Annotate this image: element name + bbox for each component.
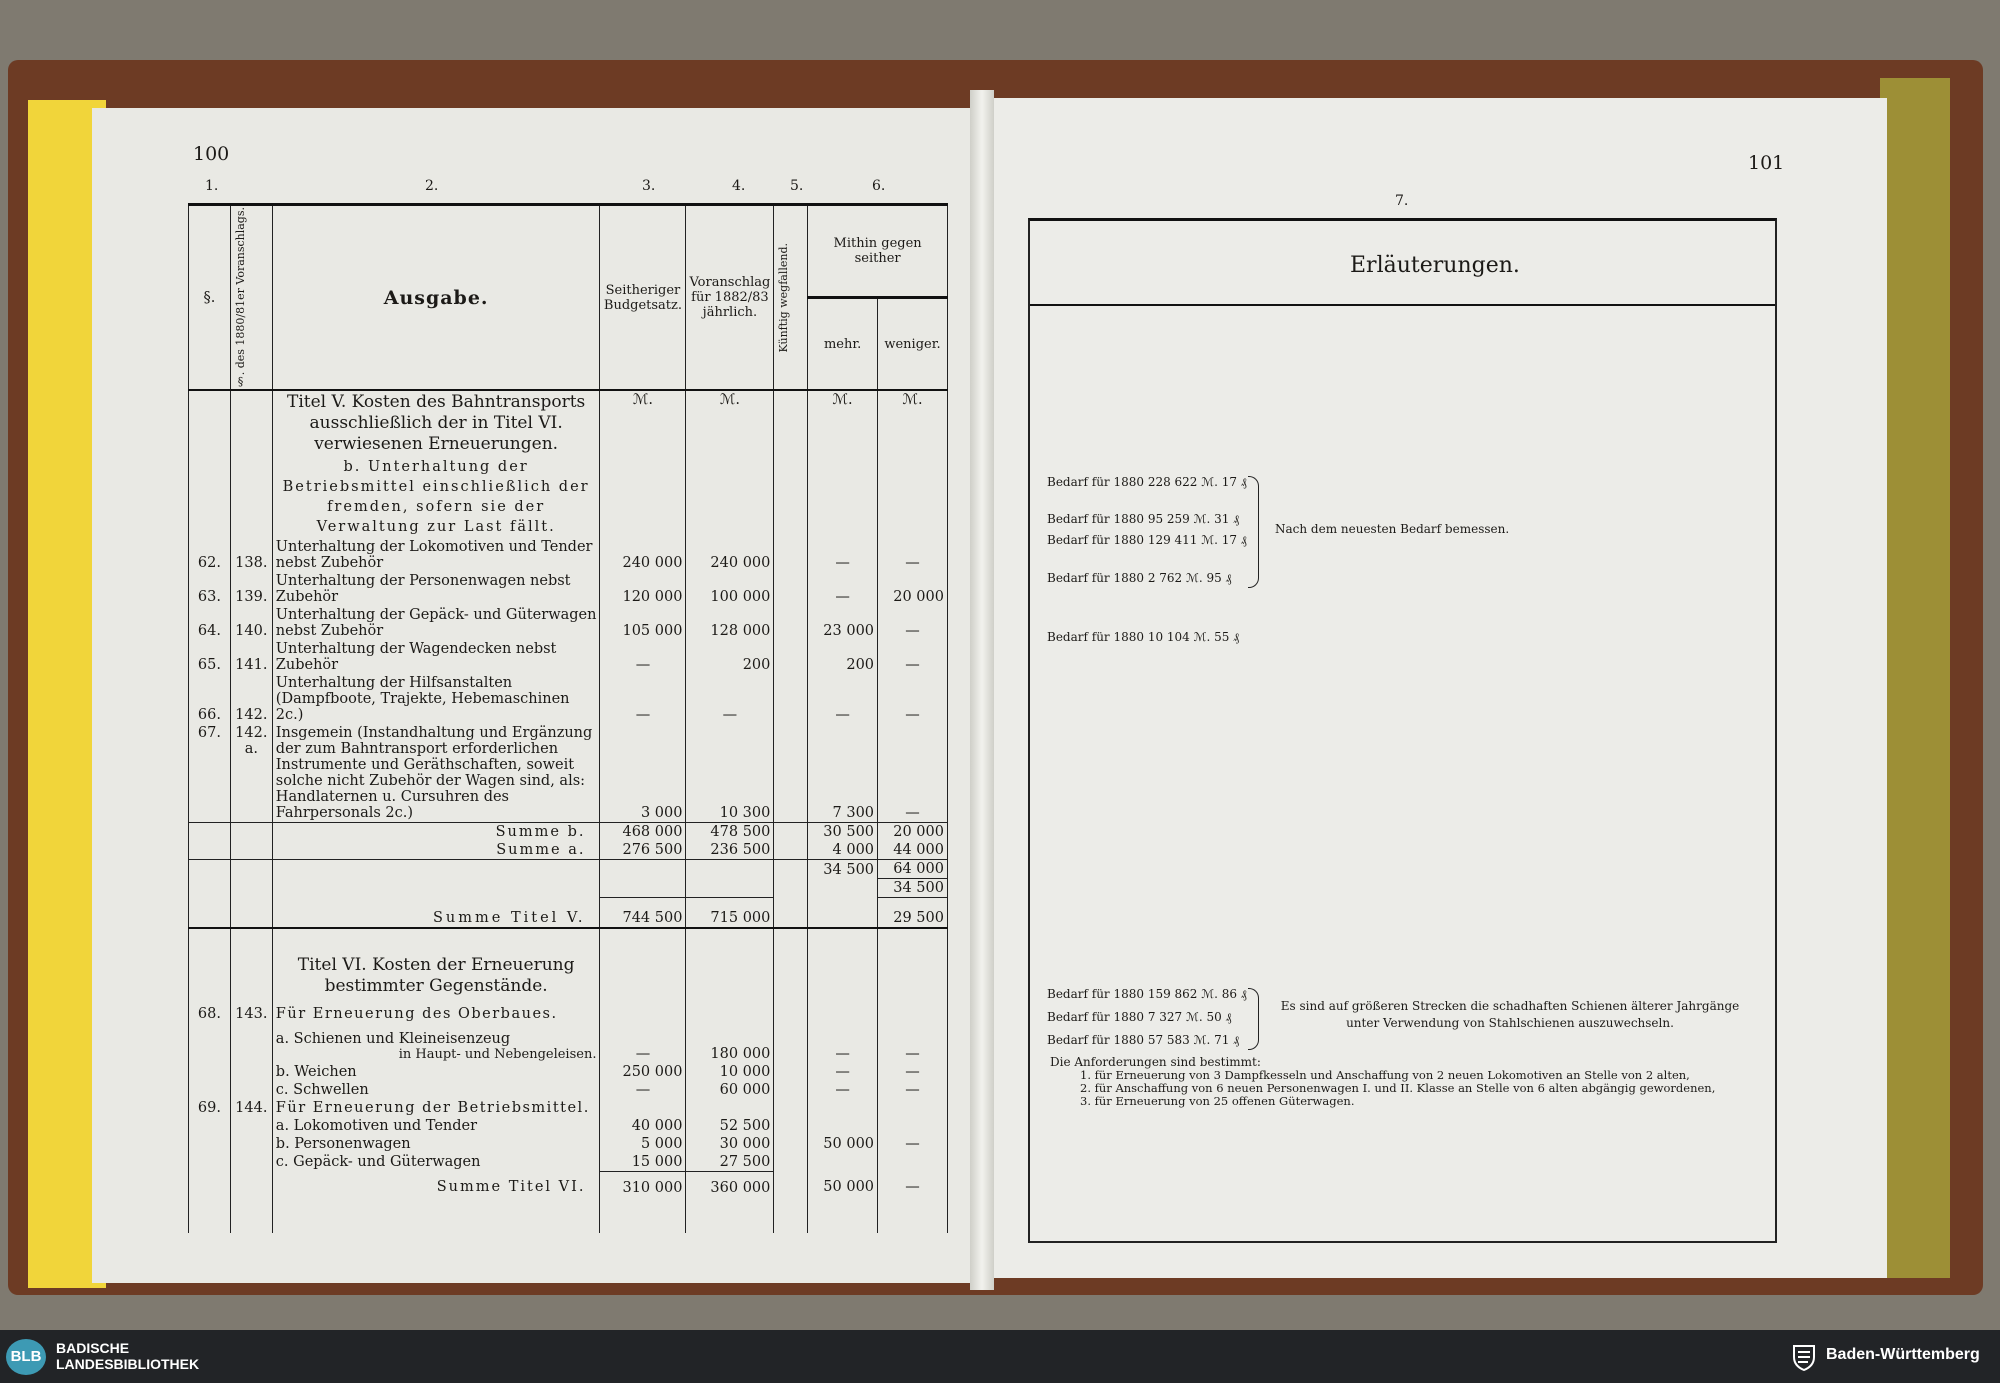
difference-row: 34 500 64 000	[189, 860, 948, 879]
footer-bar	[0, 1330, 2000, 1383]
subtitle-b: b. Unterhaltung der Betriebsmittel einschließlich der fremden, sofern sie der Verwaltung zur Last fällt.	[272, 456, 600, 538]
header-kuenftig: Künftig wegfallend.	[774, 205, 808, 391]
anforderungen-line: 1. für Erneuerung von 3 Dampfkesseln und Anschaffung von 2 neuen Lokomotiven an Stelle von 2 alten,	[1080, 1068, 1690, 1082]
page-edge-right	[1880, 78, 1950, 1278]
brace-mark	[1248, 476, 1259, 588]
table-row: 66. 142. Unterhaltung der Hilfsanstalten (Dampfboote, Trajekte, Hebemaschinen 2c.) — — — —	[189, 674, 948, 724]
bedarf-line: Bedarf für 1880 95 259 ℳ. 31 ₰	[1047, 512, 1240, 526]
table-row: c. Gepäck- und Güterwagen 15 000 27 500	[189, 1153, 948, 1172]
bedarf-line: Bedarf für 1880 228 622 ℳ. 17 ₰	[1047, 475, 1247, 489]
currency-label: ℳ.	[808, 390, 878, 456]
sum-row: Summe a. 276 500 236 500 4 000 44 000	[189, 841, 948, 860]
column-number: 2.	[425, 178, 439, 194]
brace-mark	[1248, 988, 1259, 1050]
bedarf-line: Bedarf für 1880 129 411 ℳ. 17 ₰	[1047, 533, 1247, 547]
column-number: 7.	[1395, 193, 1409, 209]
table-row: a. Lokomotiven und Tender 40 000 52 500	[189, 1117, 948, 1135]
explanations-heading: Erläuterungen.	[1350, 253, 1520, 278]
anforderungen-line: 3. für Erneuerung von 25 offenen Güterwagen.	[1080, 1094, 1355, 1108]
header-mithin: Mithin gegen seither	[808, 205, 948, 298]
table-row: b. Personenwagen 5 000 30 000 50 000 —	[189, 1135, 948, 1153]
state-name: Baden-Württemberg	[1826, 1346, 1980, 1363]
column-number: 1.	[205, 178, 219, 194]
title-vi: Titel VI. Kosten der Erneuerung bestimmter Gegenstände.	[272, 928, 600, 1005]
difference-row: 34 500	[189, 879, 948, 898]
anforderungen-line: Die Anforderungen sind bestimmt:	[1050, 1055, 1261, 1069]
table-row: 65. 141. Unterhaltung der Wagendecken nebst Zubehör — 200 200 —	[189, 640, 948, 674]
note-bedarf: Nach dem neuesten Bedarf bemessen.	[1275, 522, 1510, 536]
bedarf-line: Bedarf für 1880 7 327 ℳ. 50 ₰	[1047, 1010, 1232, 1024]
sum-row: Summe Titel VI. 310 000 360 000 50 000 —	[189, 1171, 948, 1233]
currency-label: ℳ.	[878, 390, 948, 456]
header-ausgabe: Ausgabe.	[272, 205, 600, 391]
explanations-header	[1030, 221, 1775, 306]
page-number-left: 100	[193, 143, 230, 165]
currency-label: ℳ.	[686, 390, 774, 456]
bedarf-line: Bedarf für 1880 2 762 ℳ. 95 ₰	[1047, 571, 1232, 585]
table-row: b. Weichen 250 000 10 000 — —	[189, 1063, 948, 1081]
table-row: 68. 143. Für Erneuerung des Oberbaues.	[189, 1005, 948, 1023]
header-bisheriger: Seitheriger Budgetsatz.	[600, 205, 686, 391]
table-row: 64. 140. Unterhaltung der Gepäck- und Güterwagen nebst Zubehör 105 000 128 000 23 000 —	[189, 606, 948, 640]
column-number: 5.	[790, 178, 804, 194]
column-number: 6.	[872, 178, 886, 194]
bedarf-line: Bedarf für 1880 10 104 ℳ. 55 ₰	[1047, 630, 1240, 644]
sum-row: Summe b. 468 000 478 500 30 500 20 000	[189, 823, 948, 842]
table-row: c. Schwellen — 60 000 — —	[189, 1081, 948, 1099]
anforderungen-line: 2. für Anschaffung von 6 neuen Personenwagen I. und II. Klasse an Stelle von 6 alten abgängig gewordenen,	[1080, 1081, 1716, 1095]
table-row: a. Schienen und Kleineisenzeug in Haupt- und Nebengeleisen. — 180 000 — —	[189, 1023, 948, 1063]
library-name: BADISCHE LANDESBIBLIOTHEK	[56, 1340, 200, 1372]
table-row: 62. 138. Unterhaltung der Lokomotiven und Tender nebst Zubehör 240 000 240 000 — —	[189, 538, 948, 572]
header-weniger: weniger.	[878, 297, 948, 390]
bedarf-line: Bedarf für 1880 57 583 ℳ. 71 ₰	[1047, 1033, 1240, 1047]
note-schienen: Es sind auf größeren Strecken die schadhaften Schienen älterer Jahrgänge unter Verwendung von Stahlschienen auszuwechseln.	[1280, 999, 1740, 1030]
coat-of-arms-icon	[1792, 1343, 1816, 1371]
page-number-right: 101	[1748, 152, 1785, 174]
title-v: Titel V. Kosten des Bahntransports ausschließlich der in Titel VI. verwiesenen Erneuerungen.	[272, 390, 600, 456]
header-paragraph: §. des 1880/81er Voranschlags.	[230, 205, 272, 391]
currency-label: ℳ.	[600, 390, 686, 456]
column-number: 3.	[642, 178, 656, 194]
header-mehr: mehr.	[808, 297, 878, 390]
budget-table	[188, 203, 948, 1233]
table-row: 63. 139. Unterhaltung der Personenwagen nebst Zubehör 120 000 100 000 — 20 000	[189, 572, 948, 606]
column-number: 4.	[732, 178, 746, 194]
header-voranschlag: Voranschlag für 1882/83 jährlich.	[686, 205, 774, 391]
sum-row: Summe Titel V. 744 500 715 000 29 500	[189, 898, 948, 928]
bedarf-line: Bedarf für 1880 159 862 ℳ. 86 ₰	[1047, 987, 1247, 1001]
table-row: 69. 144. Für Erneuerung der Betriebsmittel.	[189, 1099, 948, 1117]
header-section: §.	[189, 205, 231, 391]
book-gutter	[970, 90, 994, 1290]
table-row: 67. 142. a. Insgemein (Instandhaltung und Ergänzung der zum Bahntransport erforderlichen Instrumente und Geräthschaften, soweit solche nicht Zubehör der Wagen sind, als: Handlaternen u. Cursuhren des Fahrpersonals 2c.) 3 000 10 300 7 300 —	[189, 724, 948, 823]
blb-logo[interactable]: BLB	[6, 1339, 46, 1375]
oberbau-note: in Haupt- und Nebengeleisen.	[398, 1046, 597, 1062]
